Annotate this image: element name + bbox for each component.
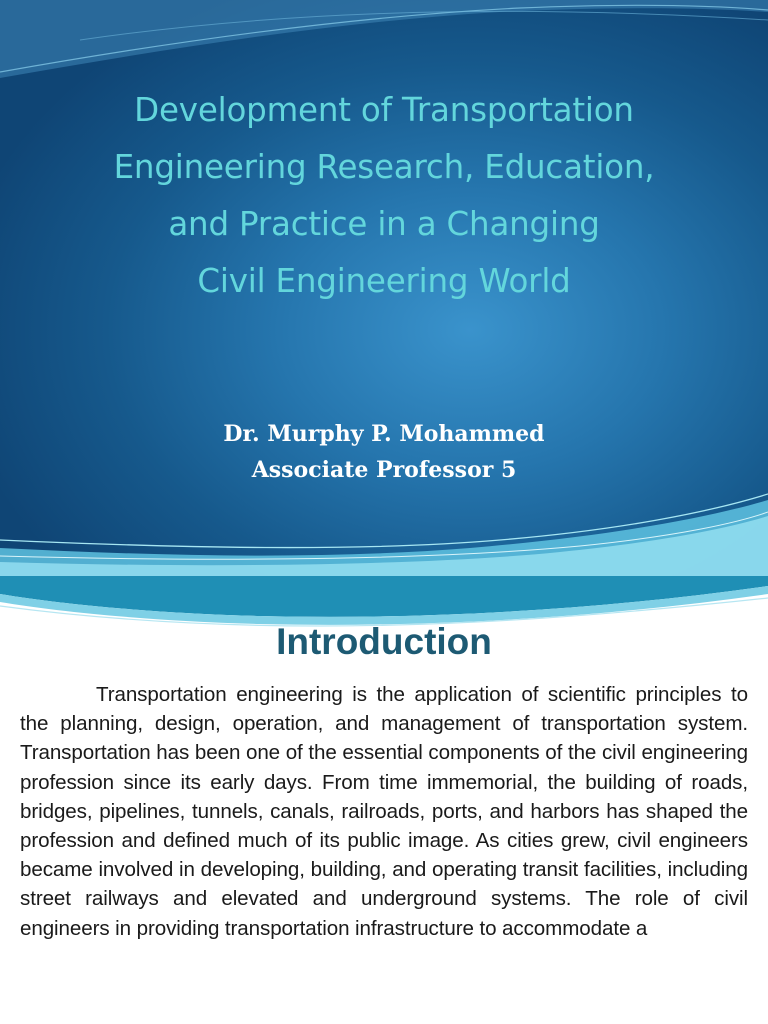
author-position: Associate Professor 5 bbox=[251, 457, 517, 483]
presentation-title bbox=[30, 82, 738, 310]
title-line-2: Engineering Research, Education, bbox=[113, 148, 655, 186]
introduction-slide bbox=[0, 576, 768, 1024]
title-line-3: and Practice in a Changing bbox=[168, 205, 600, 243]
top-wave-light bbox=[0, 0, 768, 78]
title-line-4: Civil Engineering World bbox=[197, 262, 571, 300]
title-line-1: Development of Transportation bbox=[134, 91, 634, 129]
intro-paragraph: Transportation engineering is the application of scientific principles to the planning, design, operation, and management of transportation system. Transportation has been one of the essential components of the civil engineering profession since its early days. From time immemorial, the building of roads, bridges, pipelines, tunnels, canals, railroads, ports, and harbors has shaped the profession and defined much of its public image. As cities grew, civil engineers became involved in developing, building, and operating transit facilities, including street railways and elevated and underground systems. The role of civil engineers in providing transportation infrastructure to accommodate a bbox=[20, 683, 748, 940]
intro-heading: Introduction bbox=[276, 621, 492, 662]
author-block bbox=[0, 416, 768, 488]
author-name: Dr. Murphy P. Mohammed bbox=[223, 421, 545, 447]
